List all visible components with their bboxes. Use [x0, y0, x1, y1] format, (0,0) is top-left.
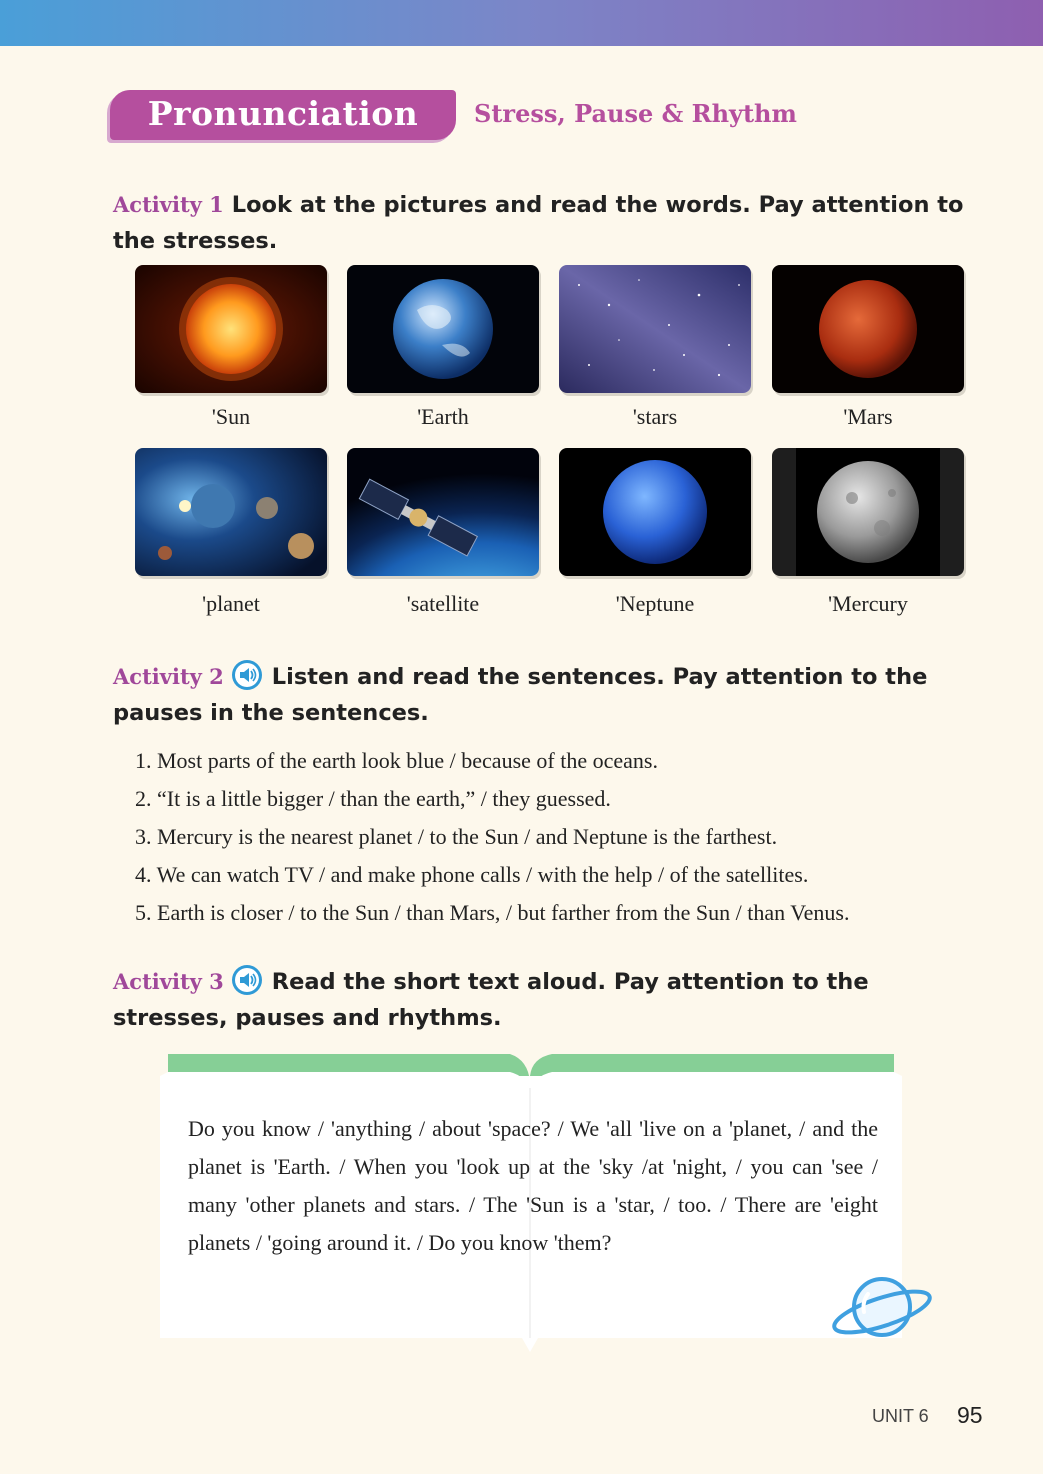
sun-image — [135, 265, 327, 393]
top-color-band — [0, 0, 1043, 46]
activity2-instruction: Listen and read the sentences. Pay attention to the pauses in the sentences. — [113, 664, 928, 726]
section-title: Pronunciation — [147, 94, 419, 133]
speaker-icon[interactable] — [232, 660, 262, 690]
mercury-image — [772, 448, 964, 576]
word-earth: 'Earth — [417, 404, 469, 429]
activity2-heading — [113, 659, 973, 731]
word-planet: 'planet — [202, 591, 260, 616]
section-subtitle: Stress, Pause & Rhythm — [474, 99, 797, 128]
activity1-heading — [113, 187, 973, 259]
activity3-label: Activity 3 — [113, 969, 224, 994]
activity2-label: Activity 2 — [113, 664, 224, 689]
sentence-4: 4. We can watch TV / and make phone calls / with the help / of the satellites. — [135, 862, 809, 887]
sentence-2: 2. “It is a little bigger / than the earth,” / they guessed. — [135, 786, 611, 811]
word-neptune: 'Neptune — [615, 591, 695, 616]
activity1-instruction: Look at the pictures and read the words. Pay attention to the stresses. — [113, 192, 964, 254]
speaker-icon[interactable] — [232, 965, 262, 995]
word-stars: 'stars — [632, 404, 678, 429]
sentence-5: 5. Earth is closer / to the Sun / than Mars, / but farther from the Sun / than Venus. — [135, 900, 850, 925]
activity3-heading — [113, 964, 973, 1036]
word-mars: 'Mars — [843, 404, 893, 429]
word-sun: 'Sun — [211, 404, 251, 429]
page-number: 95 — [957, 1402, 983, 1428]
reading-passage: Do you know / 'anything / about 'space? / We 'all 'live on a 'planet, / and the planet is 'Earth. / When you 'look up at the 'sky /at 'night, / you can 'see / many 'other planets and stars. / The 'Sun is a 'star, / too. / There are 'eight planets / 'going around it. / Do you know 'them? — [188, 1116, 878, 1255]
ringed-planet-icon — [828, 1266, 936, 1348]
unit-label: UNIT 6 — [872, 1406, 929, 1426]
mars-image — [772, 265, 964, 393]
section-banner — [110, 90, 456, 140]
activity1-label: Activity 1 — [113, 192, 224, 217]
earth-image — [347, 265, 539, 393]
stars-image — [559, 265, 751, 393]
satellite-image — [347, 448, 539, 576]
word-satellite: 'satellite — [406, 591, 480, 616]
word-mercury: 'Mercury — [828, 591, 908, 616]
activity3-instruction: Read the short text aloud. Pay attention to the stresses, pauses and rhythms. — [113, 969, 869, 1031]
planet-image — [135, 448, 327, 576]
sentence-3: 3. Mercury is the nearest planet / to the Sun / and Neptune is the farthest. — [135, 824, 778, 849]
sentence-list — [135, 742, 995, 932]
sentence-1: 1. Most parts of the earth look blue / because of the oceans. — [135, 748, 658, 773]
neptune-image — [559, 448, 751, 576]
